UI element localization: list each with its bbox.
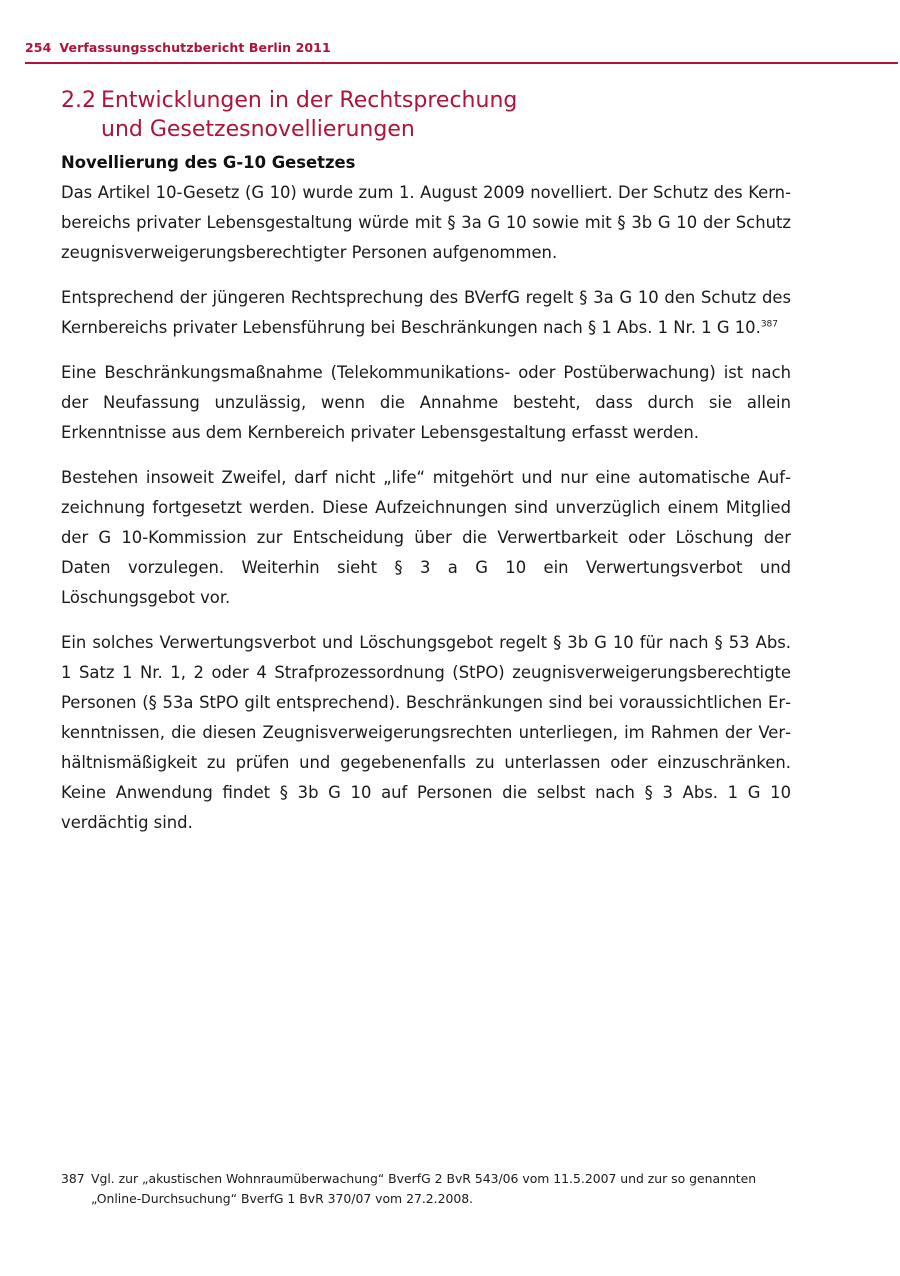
footnote — [61, 1169, 791, 1209]
section-heading — [61, 86, 821, 144]
section-title-line1: Entwicklungen in der Rechtsprechung — [101, 88, 518, 113]
paragraph-2-text: Entsprechend der jüngeren Rechtsprechung des BVerfG regelt § 3a G 10 den Schutz des Kernbereichs privater Lebensführung bei Beschränkungen nach § 1 Abs. 1 Nr. 1 G 10. — [61, 288, 791, 337]
footnote-reference[interactable]: 387 — [760, 319, 778, 330]
footnote-text: Vgl. zur „akustischen Wohnraumüberwachung“ BverfG 2 BvR 543/06 vom 11.5.2007 und zur so genannten „Online-Durchsuchung“ BverfG 1 BvR 370/07 vom 27.2.2008. — [91, 1171, 757, 1206]
paragraph-2 — [61, 283, 791, 343]
body-content — [61, 148, 791, 853]
page-number: 254 — [25, 40, 52, 55]
running-title: Verfassungsschutzbericht Berlin 2011 — [59, 40, 331, 55]
footnote-number: 387 — [61, 1171, 85, 1186]
paragraph-5: Ein solches Verwertungsverbot und Löschungsgebot regelt § 3b G 10 für nach § 53 Abs. 1 Satz 1 Nr. 1, 2 oder 4 Strafprozessordnung (StPO) zeugnisverweigerungsberechtigte Personen (§ 53a StPO gilt entsprechend). Beschränkungen sind bei voraussichtlichen Erkenntnissen, die diesen Zeugnisverweigerungsrechten unterliegen, im Rahmen der Verhältnismäßigkeit zu prüfen und gegebenenfalls zu unterlassen oder einzuschränken. Keine Anwendung findet § 3b G 10 auf Personen die selbst nach § 3 Abs. 1 G 10 verdächtig sind. — [61, 633, 791, 832]
header-rule — [25, 62, 898, 64]
paragraph-4: Bestehen insoweit Zweifel, darf nicht „life“ mitgehört und nur eine automatische Aufzeichnung fortgesetzt werden. Diese Aufzeichnungen sind unverzüglich einem Mitglied der G 10-Kommission zur Entscheidung über die Verwertbarkeit oder Löschung der Daten vorzulegen. Weiterhin sieht § 3 a G 10 ein Verwertungsverbot und Löschungsgebot vor. — [61, 468, 791, 607]
running-header — [25, 40, 331, 55]
subheading: Novellierung des G-10 Gesetzes — [61, 153, 356, 172]
paragraph-1: Das Artikel 10-Gesetz (G 10) wurde zum 1. August 2009 novelliert. Der Schutz des Kernbereichs privater Lebensgestaltung würde mit § 3a G 10 sowie mit § 3b G 10 der Schutz zeugnisverweigerungsberechtigter Personen aufgenommen. — [61, 183, 791, 262]
paragraph-3: Eine Beschränkungsmaßnahme (Telekommunikations- oder Postüberwachung) ist nach der Neufassung unzulässig, wenn die Annahme besteht, dass durch sie allein Erkenntnisse aus dem Kernbereich privater Lebensgestaltung erfasst werden. — [61, 363, 791, 442]
section-number: 2.2 — [61, 88, 96, 113]
section-title-line2: und Gesetzesnovellierungen — [101, 117, 415, 142]
